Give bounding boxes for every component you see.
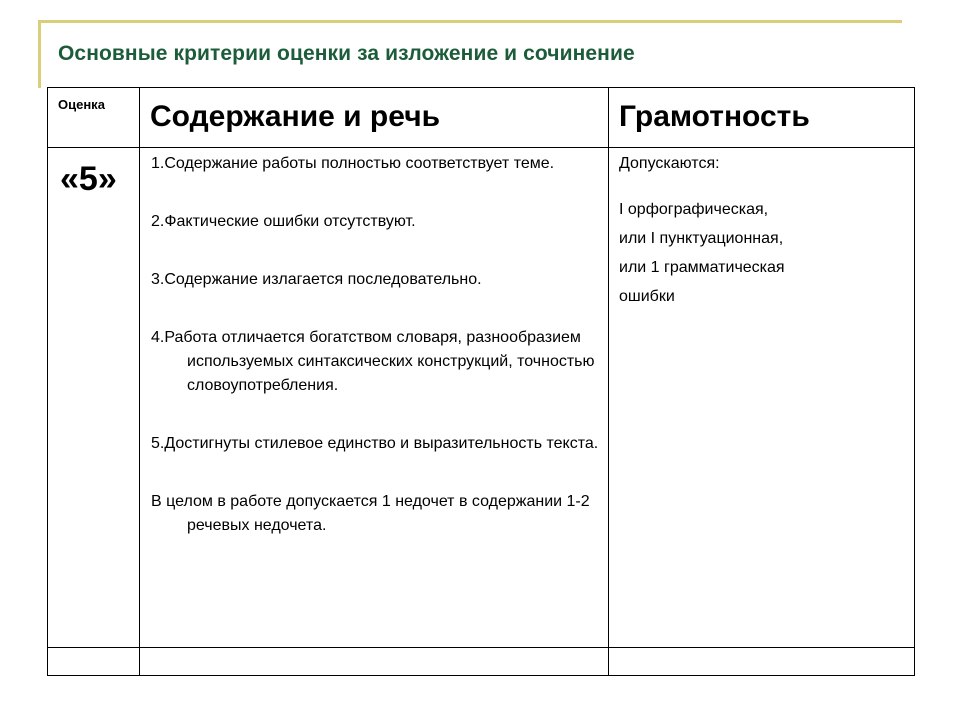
content-item-5: 5.Достигнуты стилевое единство и выразительность текста.	[151, 435, 599, 452]
header-content-label: Содержание и речь	[150, 100, 441, 133]
header-grade-label: Оценка	[58, 97, 105, 112]
literacy-heading: Допускаются:	[619, 155, 720, 172]
grade-cell	[48, 148, 140, 648]
content-item-1: 1.Содержание работы полностью соответствует теме.	[151, 155, 555, 172]
content-item-2: 2.Фактические ошибки отсутствуют.	[151, 213, 416, 230]
slide-title: Основные критерии оценки за изложение и сочинение	[58, 42, 635, 65]
header-content-cell	[140, 88, 609, 148]
content-item-3: 3.Содержание излагается последовательно.	[151, 271, 482, 288]
empty-cell-1	[48, 648, 140, 676]
decorative-left-line	[38, 22, 41, 88]
literacy-line-4: ошибки	[619, 288, 675, 305]
content-item-4: 4.Работа отличается богатством словаря, разнообразием используемых синтаксических конструкций, точностью словоупотребления.	[151, 329, 595, 394]
table-header-row	[48, 88, 915, 148]
table-row-grade-5	[48, 148, 915, 648]
criteria-table	[47, 87, 915, 676]
content-summary: В целом в работе допускается 1 недочет в содержании 1-2 речевых недочета.	[151, 493, 590, 534]
literacy-cell	[609, 148, 915, 648]
content-cell	[140, 148, 609, 648]
literacy-line-3: или 1 грамматическая	[619, 259, 785, 276]
table-empty-row	[48, 648, 915, 676]
empty-cell-2	[140, 648, 609, 676]
literacy-line-1: I орфографическая,	[619, 201, 769, 218]
empty-cell-3	[609, 648, 915, 676]
decorative-top-line	[38, 20, 902, 23]
grade-value: «5»	[60, 160, 117, 198]
header-literacy-label: Грамотность	[619, 100, 810, 133]
header-literacy-cell	[609, 88, 915, 148]
literacy-line-2: или I пунктуационная,	[619, 230, 784, 247]
header-grade-cell	[48, 88, 140, 148]
